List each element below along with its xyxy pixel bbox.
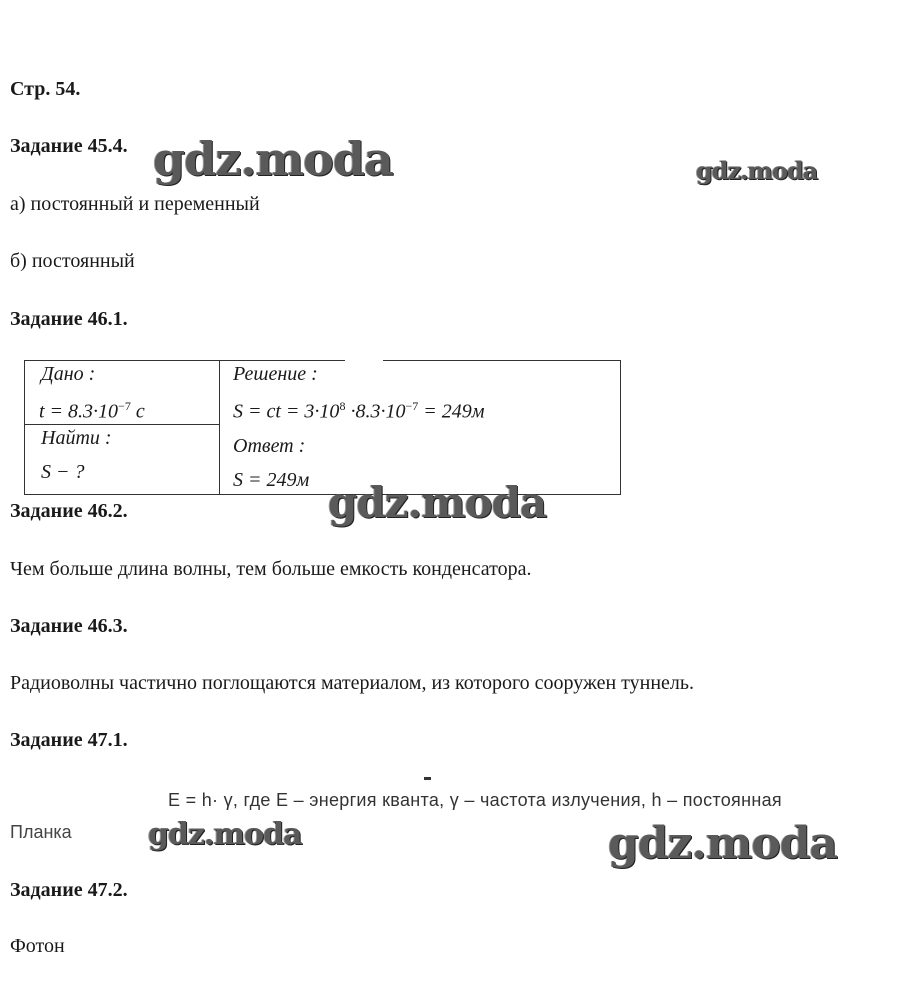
watermark-logo: gdz.moda xyxy=(328,478,547,527)
given-solution-table xyxy=(24,360,621,495)
task-heading-47-1: Задание 47.1. xyxy=(10,729,128,751)
task-47-1-formula: E = h· γ, где E – энергия кванта, γ – частота излучения, h – постоянная xyxy=(168,790,782,810)
task-heading-46-3: Задание 46.3. xyxy=(10,615,128,637)
task-heading-46-1: Задание 46.1. xyxy=(10,308,128,330)
find-value: S − ? xyxy=(41,461,85,483)
given-value: $t = 8.3\cdot 10^{-7}$ c xyxy=(39,399,145,423)
task-heading-45-4: Задание 45.4. xyxy=(10,135,128,157)
watermark-logo: gdz.moda xyxy=(696,156,818,185)
answer-label: Ответ : xyxy=(233,435,306,457)
task-47-1-planka: Планка xyxy=(10,822,72,842)
scan-mark xyxy=(424,777,431,780)
watermark-logo: gdz.moda xyxy=(153,132,393,186)
given-label: Дано : xyxy=(41,363,96,385)
task-heading-47-2: Задание 47.2. xyxy=(10,879,128,901)
solution-label: Решение : xyxy=(233,363,318,385)
task-46-2-answer: Чем больше длина волны, тем больше емкость конденсатора. xyxy=(10,558,532,580)
watermark-logo: gdz.moda xyxy=(608,818,838,869)
task-47-2-answer: Фотон xyxy=(10,935,65,957)
solution-formula: S = ct = $3\cdot 10^8 \cdot 8.3\cdot 10^{-7} = 249м$ xyxy=(233,399,485,423)
page-label: Стр. 54. xyxy=(10,78,81,100)
task-heading-46-2: Задание 46.2. xyxy=(10,500,128,522)
task-46-3-answer: Радиоволны частично поглощаются материалом, из которого сооружен туннель. xyxy=(10,672,695,694)
find-label: Найти : xyxy=(41,427,112,449)
watermark-logo: gdz.moda xyxy=(148,817,302,852)
task-45-4-answer-a: а) постоянный и переменный xyxy=(10,193,260,215)
answer-value: S = 249м xyxy=(233,469,310,491)
task-45-4-answer-b: б) постоянный xyxy=(10,250,135,272)
